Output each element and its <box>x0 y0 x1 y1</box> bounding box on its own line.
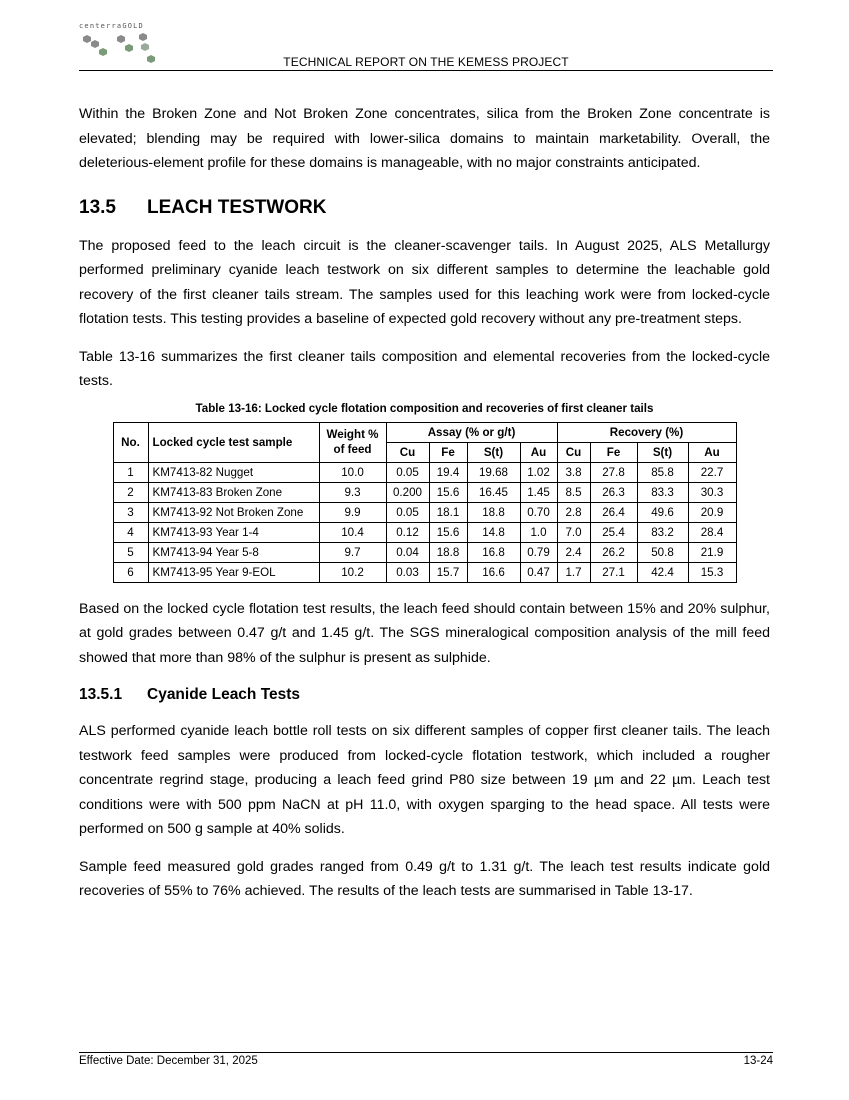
cell-sample: KM7413-82 Nugget <box>148 462 319 482</box>
cell-recovery-st: 42.4 <box>637 562 688 582</box>
table-row <box>113 562 736 582</box>
paragraph-bottle-roll: ALS performed cyanide leach bottle roll tests on six different samples of copper first cleaner tails. The leach testwork feed samples were produced from locked-cycle flotation testwork, which included a rougher concentrate regrind stage, producing a leach feed grind P80 size between 19 µm and 22 µm. Leach test conditions were with 500 ppm NaCN at pH 11.0, with oxygen sparging to the head space. All tests were performed on 500 g sample at 40% solids. <box>79 723 770 837</box>
cell-sample: KM7413-92 Not Broken Zone <box>148 502 319 522</box>
paragraph-sulphur: Based on the locked cycle flotation test results, the leach feed should contain between 15% and 20% sulphur, at gold grades between 0.47 g/t and 1.45 g/t. The SGS mineralogical composition analysis of the mill feed showed that more than 98% of the sulphur is present as sulphide. <box>79 600 770 666</box>
cell-recovery-fe: 25.4 <box>590 522 637 542</box>
cell-assay-cu: 0.04 <box>386 542 429 562</box>
cell-recovery-st: 83.3 <box>637 482 688 502</box>
cell-recovery-fe: 26.4 <box>590 502 637 522</box>
cell-recovery-cu: 1.7 <box>557 562 590 582</box>
cell-assay-fe: 15.6 <box>429 522 467 542</box>
cell-assay-fe: 18.1 <box>429 502 467 522</box>
cell-assay-fe: 19.4 <box>429 462 467 482</box>
paragraph-leach-feed: The proposed feed to the leach circuit is the cleaner-scavenger tails. In August 2025, ALS Metallurgy performed preliminary cyanide leach testwork on six different samples to determine the leachable gold recovery of the first cleaner tails stream. The samples used for this leaching work were from locked-cycle flotation tests. This testing provides a baseline of expected gold recovery without any pre-treatment steps. <box>79 237 770 327</box>
cell-recovery-fe: 26.3 <box>590 482 637 502</box>
cell-assay-au: 1.45 <box>520 482 557 502</box>
cell-assay-au: 0.79 <box>520 542 557 562</box>
cell-recovery-au: 21.9 <box>688 542 736 562</box>
header-recovery-cu: Cu <box>557 442 590 462</box>
header-assay-st: S(t) <box>467 442 520 462</box>
cell-recovery-au: 20.9 <box>688 502 736 522</box>
table-row <box>113 502 736 522</box>
cell-recovery-fe: 27.1 <box>590 562 637 582</box>
cell-assay-fe: 15.7 <box>429 562 467 582</box>
cell-weight: 10.0 <box>319 462 386 482</box>
footer-effective-date: Effective Date: December 31, 2025 <box>79 1055 258 1067</box>
header-recovery: Recovery (%) <box>557 422 736 442</box>
cell-assay-fe: 18.8 <box>429 542 467 562</box>
footer-page-number: 13-24 <box>743 1055 773 1067</box>
header-assay-au: Au <box>520 442 557 462</box>
cell-no: 5 <box>113 542 148 562</box>
subsection-heading <box>79 684 770 706</box>
cell-recovery-au: 28.4 <box>688 522 736 542</box>
cell-assay-cu: 0.200 <box>386 482 429 502</box>
header-rule <box>79 70 773 71</box>
cell-weight: 10.4 <box>319 522 386 542</box>
cell-sample: KM7413-83 Broken Zone <box>148 482 319 502</box>
cell-recovery-st: 85.8 <box>637 462 688 482</box>
header-assay: Assay (% or g/t) <box>386 422 557 442</box>
cell-assay-cu: 0.05 <box>386 502 429 522</box>
cell-recovery-cu: 2.4 <box>557 542 590 562</box>
cell-weight: 9.3 <box>319 482 386 502</box>
cell-recovery-cu: 7.0 <box>557 522 590 542</box>
table-row <box>113 522 736 542</box>
cell-assay-au: 0.70 <box>520 502 557 522</box>
section-number: 13.5 <box>79 196 116 218</box>
table-row <box>113 542 736 562</box>
logo-text: centerraGOLD <box>79 22 144 30</box>
flotation-table <box>113 422 737 583</box>
cell-assay-st: 14.8 <box>467 522 520 542</box>
cell-assay-st: 16.45 <box>467 482 520 502</box>
cell-assay-cu: 0.03 <box>386 562 429 582</box>
cell-no: 1 <box>113 462 148 482</box>
header-recovery-au: Au <box>688 442 736 462</box>
subsection-title: Cyanide Leach Tests <box>147 686 301 703</box>
cell-assay-cu: 0.12 <box>386 522 429 542</box>
cell-recovery-st: 83.2 <box>637 522 688 542</box>
cell-no: 4 <box>113 522 148 542</box>
section-heading <box>79 196 770 220</box>
cell-recovery-fe: 26.2 <box>590 542 637 562</box>
cell-recovery-st: 49.6 <box>637 502 688 522</box>
cell-recovery-au: 30.3 <box>688 482 736 502</box>
cell-assay-st: 18.8 <box>467 502 520 522</box>
table-row <box>113 462 736 482</box>
cell-assay-fe: 15.6 <box>429 482 467 502</box>
cell-assay-cu: 0.05 <box>386 462 429 482</box>
paragraph-table-intro: Table 13-16 summarizes the first cleaner tails composition and elemental recoveries from the locked-cycle tests. <box>79 348 770 389</box>
cell-recovery-fe: 27.8 <box>590 462 637 482</box>
cell-weight: 9.7 <box>319 542 386 562</box>
header-sample: Locked cycle test sample <box>148 422 319 462</box>
report-title: TECHNICAL REPORT ON THE KEMESS PROJECT <box>283 55 569 69</box>
cell-recovery-st: 50.8 <box>637 542 688 562</box>
subsection-number: 13.5.1 <box>79 686 123 703</box>
cell-recovery-au: 22.7 <box>688 462 736 482</box>
header-recovery-st: S(t) <box>637 442 688 462</box>
table-caption: Table 13-16: Locked cycle flotation composition and recoveries of first cleaner tails <box>195 401 654 415</box>
cell-assay-au: 0.47 <box>520 562 557 582</box>
cell-weight: 10.2 <box>319 562 386 582</box>
cell-no: 3 <box>113 502 148 522</box>
cell-recovery-au: 15.3 <box>688 562 736 582</box>
cell-assay-st: 16.8 <box>467 542 520 562</box>
cell-no: 6 <box>113 562 148 582</box>
paragraph-gold-grades: Sample feed measured gold grades ranged from 0.49 g/t to 1.31 g/t. The leach test results indicate gold recoveries of 55% to 76% achieved. The results of the leach tests are summarised in Table 13-17. <box>79 858 770 899</box>
header-recovery-fe: Fe <box>590 442 637 462</box>
footer-rule <box>79 1052 773 1053</box>
cell-assay-au: 1.02 <box>520 462 557 482</box>
header-assay-fe: Fe <box>429 442 467 462</box>
cell-sample: KM7413-95 Year 9-EOL <box>148 562 319 582</box>
page-content <box>79 102 770 904</box>
cell-weight: 9.9 <box>319 502 386 522</box>
cell-sample: KM7413-94 Year 5-8 <box>148 542 319 562</box>
header-assay-cu: Cu <box>386 442 429 462</box>
cell-assay-au: 1.0 <box>520 522 557 542</box>
cell-recovery-cu: 3.8 <box>557 462 590 482</box>
cell-sample: KM7413-93 Year 1-4 <box>148 522 319 542</box>
header-no: No. <box>113 422 148 462</box>
table-row <box>113 482 736 502</box>
cell-assay-st: 16.6 <box>467 562 520 582</box>
cell-recovery-cu: 2.8 <box>557 502 590 522</box>
cell-no: 2 <box>113 482 148 502</box>
cell-assay-st: 19.68 <box>467 462 520 482</box>
header-weight: Weight % of feed <box>319 422 386 462</box>
section-title: LEACH TESTWORK <box>147 196 327 218</box>
cell-recovery-cu: 8.5 <box>557 482 590 502</box>
paragraph-silica: Within the Broken Zone and Not Broken Zone concentrates, silica from the Broken Zone concentrate is elevated; blending may be required with lower-silica domains to maintain marketability. Overall, the deleterious-element profile for these domains is manageable, with no major constraints anticipated. <box>79 106 770 171</box>
